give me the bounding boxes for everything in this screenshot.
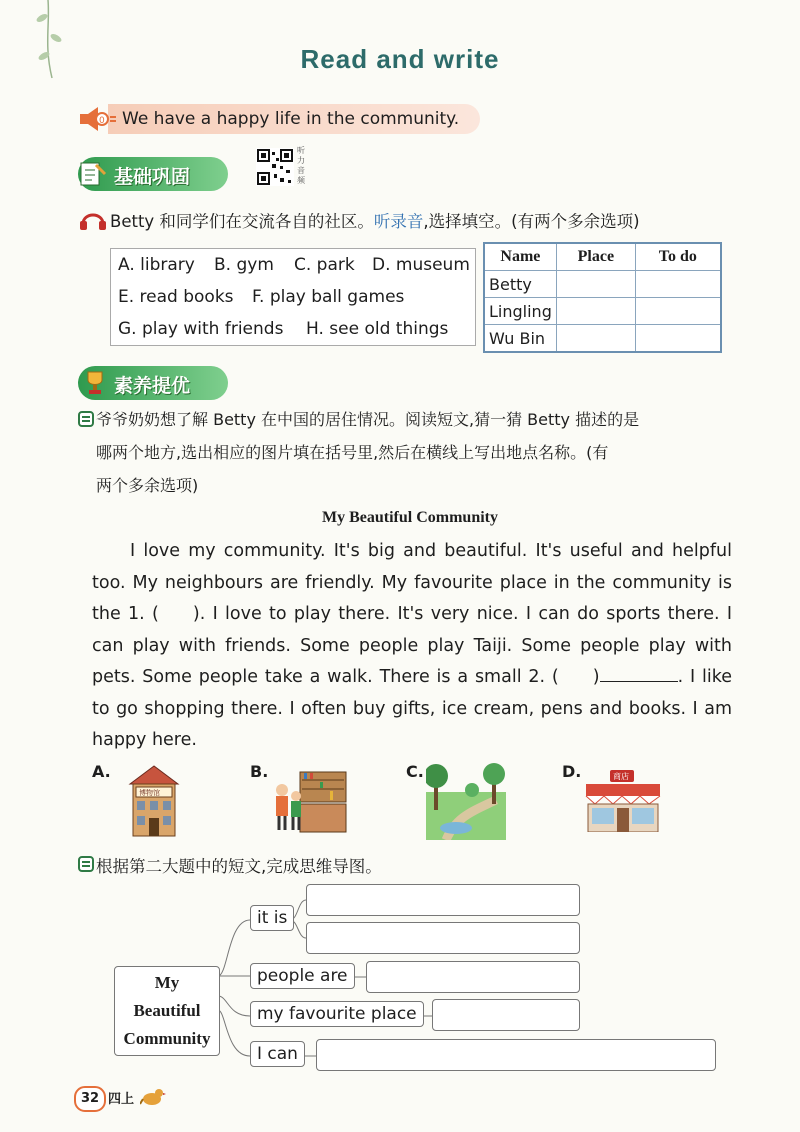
- notepad-icon: [78, 160, 108, 188]
- picture-b-label: B.: [250, 762, 269, 781]
- col-todo: To do: [635, 243, 721, 271]
- svg-text:0: 0: [99, 116, 105, 126]
- answer-cell-todo[interactable]: [635, 271, 721, 298]
- option-b: B. gym: [214, 255, 274, 275]
- table-row: [484, 325, 721, 353]
- question-1-tail: ,选择填空。(有两个多余选项): [423, 212, 640, 231]
- branch-it-is: it is: [250, 905, 294, 931]
- question-marker-icon: [78, 410, 94, 428]
- page-number: 32: [74, 1086, 106, 1112]
- col-place: Place: [556, 243, 635, 271]
- answer-cell-place[interactable]: [556, 298, 635, 325]
- museum-picture: [128, 764, 180, 838]
- library-picture: [270, 768, 350, 834]
- shop-picture: [584, 770, 662, 832]
- qr-code-icon[interactable]: [256, 148, 294, 186]
- speaker-icon: [76, 104, 120, 134]
- answer-box-i-can[interactable]: [316, 1039, 716, 1071]
- section-badge-advanced-label: 素养提优: [114, 375, 191, 397]
- answer-table: [483, 242, 722, 353]
- answer-cell-todo[interactable]: [635, 325, 721, 353]
- option-h: H. see old things: [306, 319, 449, 339]
- branch-favourite-place: my favourite place: [250, 1001, 424, 1027]
- banner-text: We have a happy life in the community.: [122, 109, 460, 129]
- table-row: [484, 298, 721, 325]
- answer-blank-2[interactable]: [600, 681, 678, 682]
- answer-cell-place[interactable]: [556, 325, 635, 353]
- museum-sign: 博物馆: [139, 789, 160, 797]
- park-picture: [426, 762, 506, 840]
- answer-box-it-is-2[interactable]: [306, 922, 580, 954]
- option-a: A. library: [118, 255, 195, 275]
- picture-a-label: A.: [92, 762, 111, 781]
- answer-cell-place[interactable]: [556, 271, 635, 298]
- story-part-4: . I like to go shopping there. I often buy gifts, ice cream, pens and books. I am happy here.: [92, 667, 732, 750]
- question-marker-icon: [78, 855, 94, 873]
- answer-cell-todo[interactable]: [635, 298, 721, 325]
- row-name: Wu Bin: [484, 325, 556, 353]
- shop-sign: 商店: [613, 772, 629, 781]
- option-e: E. read books: [118, 287, 234, 307]
- trophy-icon: [80, 368, 110, 398]
- question-1-highlight: 听录音: [373, 212, 424, 231]
- option-d: D. museum: [372, 255, 470, 275]
- question-1: [110, 205, 640, 238]
- branch-people-are: people are: [250, 963, 355, 989]
- page-title: Read and write: [300, 44, 500, 74]
- answer-box-people-are[interactable]: [366, 961, 580, 993]
- table-header-row: [484, 243, 721, 271]
- headphones-icon: [78, 208, 108, 232]
- bird-icon: [140, 1084, 166, 1108]
- story-title: My Beautiful Community: [322, 509, 498, 526]
- row-name: Lingling: [484, 298, 556, 325]
- question-3: 根据第二大题中的短文,完成思维导图。: [96, 857, 382, 876]
- qr-note: 听力音频: [297, 146, 305, 185]
- question-2-line1: 爷爷奶奶想了解 Betty 在中国的居住情况。阅读短文,猜一猜 Betty 描述的是: [96, 410, 640, 429]
- question-2-line2: 哪两个地方,选出相应的图片填在括号里,然后在横线上写出地点名称。(有: [96, 443, 609, 462]
- picture-c-label: C.: [406, 762, 424, 781]
- question-1-text: Betty 和同学们在交流各自的社区。: [110, 212, 374, 231]
- option-f: F. play ball games: [252, 287, 405, 307]
- mind-map-center: My Beautiful Community: [114, 966, 220, 1056]
- section-badge-basic-label: 基础巩固: [114, 166, 191, 188]
- story-part-3: ): [592, 667, 600, 687]
- branch-i-can: I can: [250, 1041, 305, 1067]
- row-name: Betty: [484, 271, 556, 298]
- table-row: [484, 271, 721, 298]
- answer-box-favourite-place[interactable]: [432, 999, 580, 1031]
- option-c: C. park: [294, 255, 355, 275]
- question-2-line3: 两个多余选项): [96, 476, 199, 495]
- story-part-2: ). I love to play there. It's very nice. I can do sports there. I can play with friends. Some people play Taiji. Some people play with pets. Some people take a walk. There is a small 2. (: [92, 604, 733, 687]
- picture-d-label: D.: [562, 762, 582, 781]
- story-text: [92, 536, 732, 757]
- option-g: G. play with friends: [118, 319, 284, 339]
- answer-box-it-is-1[interactable]: [306, 884, 580, 916]
- story-part-1: I love my community. It's big and beautiful. It's useful and helpful too. My neighbours are friendly. My favourite place in the community is the 1. (: [92, 541, 732, 624]
- grade-label: 四上: [108, 1092, 135, 1107]
- question-2: [96, 403, 736, 502]
- col-name: Name: [484, 243, 556, 271]
